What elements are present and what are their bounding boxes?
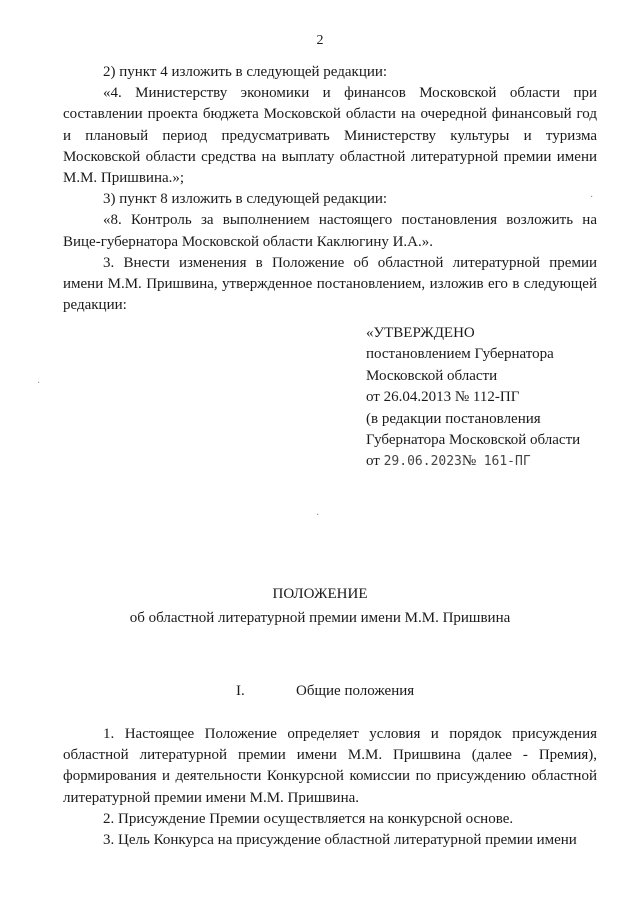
approval-line: от 26.04.2013 № 112-ПГ: [366, 389, 520, 406]
approval-line: (в редакции постановления: [366, 410, 541, 427]
approval-line: «УТВЕРЖДЕНО: [366, 325, 475, 341]
page-number: 2: [316, 33, 324, 48]
amendment-item-2: 2) пункт 4 изложить в следующей редакции:: [103, 64, 388, 80]
date-stamp: 29.06.2023: [383, 454, 462, 470]
approval-line: Губернатора Московской области: [366, 432, 581, 449]
date-prefix: от: [366, 453, 380, 470]
amendments-block: [63, 62, 597, 316]
approval-line: постановлением Губернатора: [366, 346, 554, 363]
number-sign: №: [461, 453, 477, 470]
document-subtitle: об областной литературной премии имени М.М. Пришвина: [129, 610, 511, 626]
clauses-block: [63, 724, 597, 851]
clause-8-text: «8. Контроль за выполнением настоящего постановления возложить на Вице-губернатора Московской области Каклюгину И.А.».: [63, 212, 597, 250]
clause-2: 2. Присуждение Премии осуществляется на конкурсной основе.: [103, 810, 514, 827]
number-stamp: 161-ПГ: [483, 454, 531, 470]
approval-date-line: [366, 451, 580, 472]
scan-mark: ·: [37, 378, 41, 389]
amendment-item-3: 3) пункт 8 изложить в следующей редакции:: [103, 191, 388, 208]
clause-3: 3. Цель Конкурса на присуждение областной литературной премии имени: [103, 832, 577, 849]
approval-stamp: [366, 323, 580, 473]
document-title: ПОЛОЖЕНИЕ: [272, 586, 368, 602]
clause-4-text: «4. Министерству экономики и финансов Московской области при составлении проекта бюджета Московской области на очередной финансовый год и плановый период предусматривать Министерству культуры и туризма Московской области средства на выплату областной литературной премии имени М.М. Пришвина.»;: [63, 85, 597, 187]
amendment-point-3: 3. Внести изменения в Положение об областной литературной премии имени М.М. Пришвина, утвержденное постановлением, изложив его в следующей редакции:: [63, 254, 597, 314]
scan-mark: ·: [316, 510, 320, 521]
section-title: Общие положения: [296, 683, 415, 699]
clause-1: 1. Настоящее Положение определяет условия и порядок присуждения областной литературной премии имени М.М. Пришвина (далее - Премия), формирования и деятельности Конкурсной комиссии по присуждению областной литературной премии имени М.М. Пришвина.: [63, 726, 597, 806]
scan-mark: ·: [590, 192, 594, 203]
section-number: I.: [236, 683, 245, 699]
approval-line: Московской области: [366, 367, 498, 384]
